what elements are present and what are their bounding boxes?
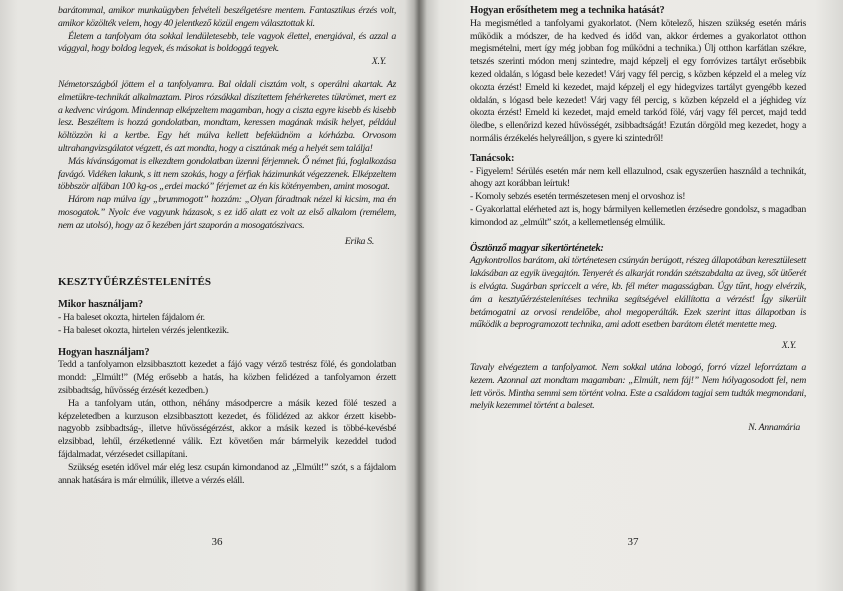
section-title: KESZTYŰÉRZÉSTELENÍTÉS [58,276,212,289]
how-text [58,359,396,487]
when-heading: Mikor használjam? [58,299,143,311]
page-37 [423,0,843,591]
success-stories-heading: Ösztönző magyar sikertörténetek: [470,242,604,254]
list-item: - Ha baleset okozta, hirtelen fájdalom ér. [58,311,205,323]
left-page-text-column [58,5,396,487]
body-paragraph: Ha megismétled a tanfolyami gyakorlatot. (Nem kötelező, hiszen szükség esetén máris működik a módszer, de ha kedved és időd van, akkor érdemes a gyakorlatot otthon megismételni, mert így még jobban fog működni a technika.) Ülj otthon karfátlan székre, tetszés szerinti módon menj szintedre, majd képzelj el egy forróvizes tartályt erősebbik kezed oldalán, s lógasd bele kezedet! Várj vagy fél percig, s közben képzeld el a meleg víz okozta érzést! Emeld ki kezedet, majd képzelj el egy hidegvizes tartályt gyengébb kezed oldalán, s lógasd bele kezedet! Várj vagy fél percig, s közben képzeld el a jéghideg víz okozta érzést! Emeld ki kezedet, majd emeld tarkód fölé, várj vagy fél percet, majd tedd öledbe, s ellenőrizd kezed hűvösségét, zsibbadtságát! Ezután dörgöld meg kezedet, hogy a normális érzékelés helyreálljon, s gyere ki szintedről! [470,17,806,144]
page-number: 37 [627,536,639,548]
testimonial-signature: Erika S. [344,235,374,247]
list-item: - Figyelem! Sérülés esetén már nem kell ellazulnod, csak egyszerűen használd a technikát, ahogy azt korábban leírtuk! [470,165,806,190]
testimonial-signature: X.Y. [371,56,386,68]
when-list [58,312,396,338]
right-page-text-column [470,5,806,435]
testimonial-signature: X.Y. [781,340,796,352]
strengthen-heading: Hogyan erősíthetem meg a technika hatását? [470,5,665,16]
testimonial-paragraph: Más kívánságomat is elkezdtem gondolatban üzenni férjemnek. Ő német fiú, foglalkozása favágó. Vidéken lakunk, s itt nem szokás, hogy a férfiak házimunkát végezzenek. Elképzeltem többször alfában 100 kg-os „erdei mackó” férjemet az én kis kötényemben, amint mosogat. [58,155,396,193]
tips-heading: Tanácsok: [470,152,515,164]
body-paragraph: Ha a tanfolyam után, otthon, néhány másodpercre a másik kezed fölé teszed a képzeletedben a kurzuson elzsibbasztott kezedet, és fölidézed az akkor érzett kisebb-nagyobb zsibbadtság-, illetve hűvösségérzést, akkor a másik kezed is többé-kevésbé elzsibbad, lehűl, érzéketlenné válik. Ezt követően már bármelyik kezeddel tudod fájdalmadat, vérzésedet csillapítani. [58,397,396,460]
testimonial-paragraph: Három nap múlva így „brummogott” hozzám: „Olyan fáradtnak nézel ki kicsim, ma én mosogatok.” Nyolc éve vagyunk házasok, s ez idő alatt ez volt az első alkalom (remélem, nem az utolsó), hogy az ő kezében járt szaporán a mosogatószivacs. [58,194,396,231]
how-heading: Hogyan használjam? [58,346,150,358]
testimonial-paragraph: barátommal, amikor munkaügyben felvételi beszélgetésre mentem. Fantasztikus érzés volt, amikor közölték velem, hogy 40 jelentkező közül engem választottak ki. [58,5,396,29]
page-36 [0,0,420,591]
body-paragraph: Szükség esetén idővel már elég lesz csupán kimondanod az „Elmúlt!” szót, s a fájdalom annak hatására is már elmúlik, illetve a vérzés eláll. [58,461,396,486]
success-story [470,362,806,435]
testimonial-paragraph: Németországból jöttem el a tanfolyamra. Bal oldali cisztám volt, s operálni akartak. Az elmetükre-technikát alkalmaztam. Piros rózsákkal díszítettem fehérkeretes tükrömet, mert ez a kedvenc virágom. Mindennap elképzeltem magamban, hogy a ciszta egyre kisebb és kisebb lesz. Beszéltem is hozzá gondolatban, mondtam, keressen magának másik helyet, például költözzön ki a kertbe. Egy hét múlva kellett befeküdnöm a kórházba. Orvosom ultrahangvizsgálatot végzett, és azt mondta, hogy a cisztának még a helyét sem találja! [58,78,396,154]
testimonial-continued [58,5,396,69]
tips-list [470,166,806,230]
success-story [470,255,806,353]
list-item: - Gyakorlattal elérheted azt is, hogy bármilyen kellemetlen érzésedre gondolsz, s magadban kimondod az „elmúlt” szót, a kellemetlenség elmúlik. [470,203,806,228]
list-item: - Ha baleset okozta, hirtelen vérzés jelentkezik. [58,324,229,336]
list-item: - Komoly sebzés esetén természetesen menj el orvoshoz is! [470,191,686,203]
page-number: 36 [211,536,223,548]
testimonial-signature: N. Annamária [748,422,800,434]
testimonial-paragraph: Életem a tanfolyam óta sokkal lendületesebb, tele vagyok élettel, energiával, és azzal a vággyal, hogy boldog legyek, és másokat is boldoggá tegyek. [58,30,396,55]
body-paragraph: Tedd a tanfolyamon elzsibbasztott kezedet a fájó vagy vérző testrész fölé, és gondolatban mondd: „Elmúlt!” (Még erősebb a hatás, ha közben felidézed a tanfolyamon érzett zsibbadtság, hűvösség érzését kezedben.) [58,359,396,396]
testimonial-paragraph: Tavaly elvégeztem a tanfolyamot. Nem sokkal utána lobogó, forró vízzel leforráztam a kezem. Azonnal azt mondtam magamban: „Elmúlt, nem fáj!” Nem hólyagosodott fel, nem lett vörös. Mintha semmi sem történt volna. Este a családom tagjai sem tudták megmondani, melyik kezemmel történt a baleset. [470,361,806,412]
testimonial-paragraph: Agykontrollos barátom, aki történetesen csúnyán berúgott, részeg állapotában keresztülesett lakásában az egyik üvegajtón. Tenyerét és alkarját rondán szétszabdalta az üveg, sőt ütőerét is elvágta. Sugárban spriccelt a vére, kb. fél méter magasságban. Úgy tűnt, hogy elvérzik, ám a kesztyűérzéstelenítéses technika segítségével elállította a vérzést! Így sikerült betámogatni az orvosi rendelőbe, ahol megoperálták. Ezek szerint ittas állapotban is működik a beprogramozott technika, ami adott esetben barátom életét mentette meg. [470,255,806,331]
testimonial-erika [58,79,396,248]
